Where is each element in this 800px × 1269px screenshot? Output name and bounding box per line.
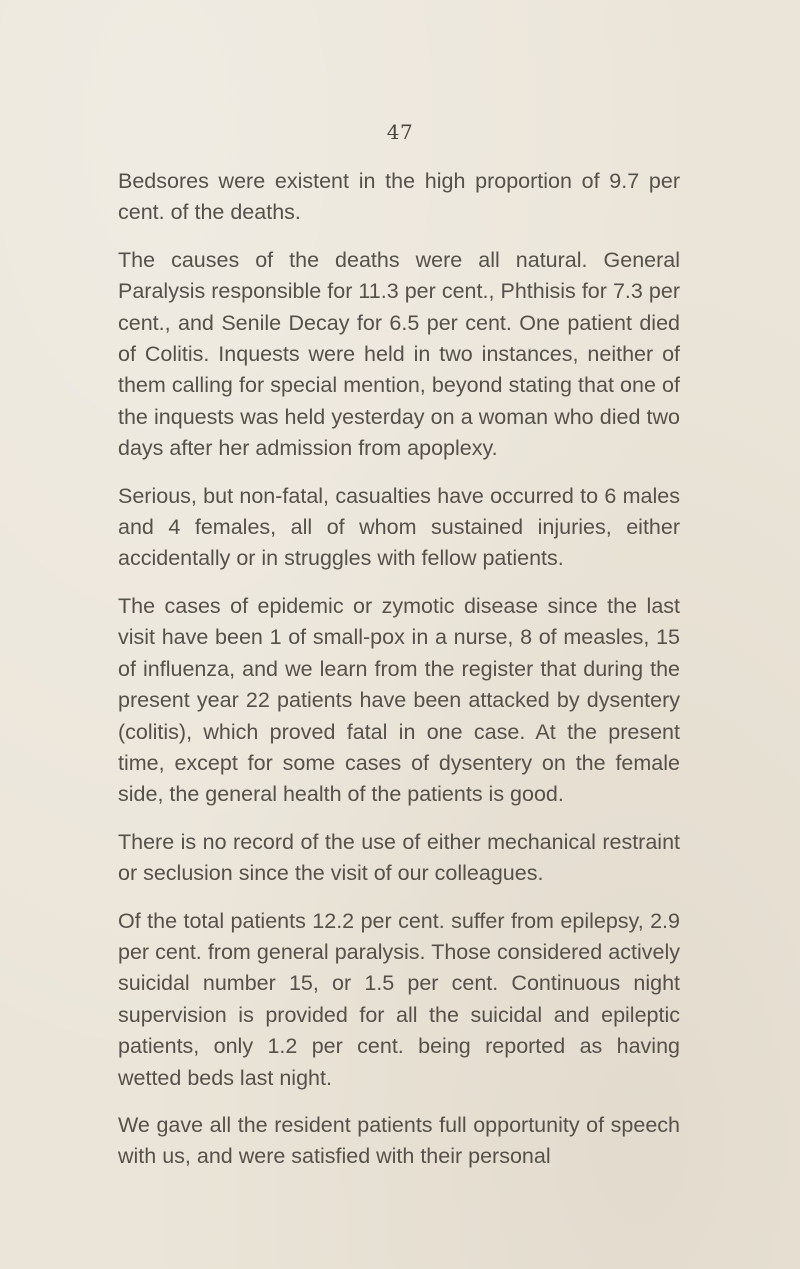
paragraph-epidemic-disease: The cases of epidemic or zymotic disease since the last visit have been 1 of small-pox in a nurse, 8 of measles, 15 of influenza, and we learn from the register that during the present year 22 patients have been attacked by dysentery (colitis), which proved fatal in one case. At the present time, except for some cases of dysentery on the female side, the general health of the patients is good. [118,593,680,807]
paragraph-bedsores: Bedsores were existent in the high proportion of 9.7 per cent. of the deaths. [118,169,680,225]
paragraph-casualties: Serious, but non-fatal, casualties have occurred to 6 males and 4 females, all of whom sustained injuries, either accidentally or in struggles with fellow patients. [118,483,680,571]
page-number: 47 [386,120,414,144]
body-text [118,166,680,1173]
paragraph-epilepsy-statistics: Of the total patients 12.2 per cent. suffer from epilepsy, 2.9 per cent. from general paralysis. Those considered actively suicidal number 15, or 1.5 per cent. Continuous night supervision is provided for all the suicidal and epileptic patients, only 1.2 per cent. being reported as having wetted beds last night. [118,908,680,1090]
paragraph-restraint: There is no record of the use of either mechanical restraint or seclusion since the visit of our colleagues. [118,829,680,886]
paragraph-resident-patients: We gave all the resident patients full opportunity of speech with us, and were satisfied with their personal [118,1112,680,1169]
paragraph-causes-of-death: The causes of the deaths were all natural. General Paralysis responsible for 11.3 per cent., Phthisis for 7.3 per cent., and Senile Decay for 6.5 per cent. One patient died of Colitis. Inquests were held in two instances, neither of them calling for special mention, beyond stating that one of the inquests was held yesterday on a woman who died two days after her admission from apoplexy. [118,247,680,461]
